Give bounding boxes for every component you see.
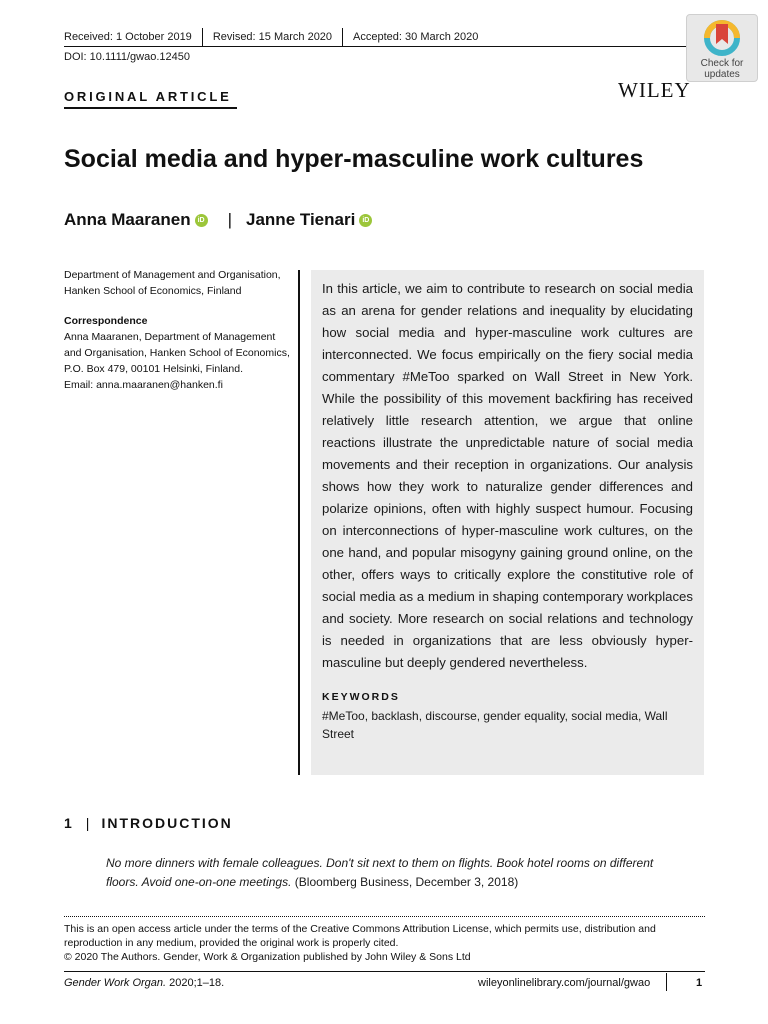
affiliation: Department of Management and Organisation, Hanken School of Economics, Finland	[64, 269, 281, 297]
author-separator: |	[227, 210, 233, 229]
page-number: 1	[696, 977, 703, 989]
section-number: 1	[64, 815, 74, 831]
license-text: This is an open access article under the terms of the Creative Commons Attribution License, which permits use, distribution and reproduction in any medium, provided the original work is properly cited.	[64, 923, 656, 949]
revised-date: Revised: 15 March 2020	[212, 31, 333, 43]
license-notice	[64, 922, 705, 964]
received-date: Received: 1 October 2019	[64, 31, 192, 43]
correspondence-address: Anna Maaranen, Department of Management and Organisation, Hanken School of Economics, P.O. Box 479, 00101 Helsinki, Finland.	[64, 331, 290, 375]
accepted-date: Accepted: 30 March 2020	[353, 31, 479, 43]
check-label-1: Check for	[700, 58, 744, 69]
orcid-icon[interactable]: iD	[359, 214, 372, 227]
check-label-2: updates	[704, 69, 740, 80]
correspondence-email[interactable]: Email: anna.maaranen@hanken.fi	[64, 379, 223, 391]
journal-name: Gender Work Organ.	[64, 977, 167, 989]
check-for-updates-badge[interactable]	[686, 14, 758, 82]
correspondence-heading: Correspondence	[64, 315, 148, 327]
keywords-heading: KEYWORDS	[322, 691, 400, 703]
epigraph-source: (Bloomberg Business, December 3, 2018)	[294, 875, 519, 889]
author-name[interactable]: Janne Tienari	[246, 210, 356, 229]
affiliation-block	[64, 267, 290, 393]
article-title: Social media and hyper-masculine work cultures	[64, 145, 644, 173]
crossmark-icon	[702, 18, 742, 58]
doi: DOI: 10.1111/gwao.12450	[64, 51, 190, 63]
journal-citation	[64, 977, 224, 989]
footer-divider	[666, 973, 667, 991]
article-type-underline	[64, 107, 237, 109]
citation-info: 2020;1–18.	[169, 977, 225, 989]
author-name[interactable]: Anna Maaranen	[64, 210, 191, 229]
epigraph	[106, 854, 666, 892]
abstract-text: In this article, we aim to contribute to research on social media as an arena for gender relations and inequality by elucidating how social media and hyper-masculine work cultures are interconnected. We focus empirically on the fiery social media commentary #MeToo sparked on Wall Street in New York. While the possibility of this movement backfiring has received relatively little research attention, we argue that online reactions illustrate the unpredictable nature of social media movements and their reception in organizations. Our analysis shows how they work to naturalize gender differences and polarize opinions, often with highly suspect humour. Focusing on interconnections of hyper-masculine work cultures, on the one hand, and popular misogyny gaining ground online, on the other, offers ways to critically explore the constitutive role of social media as a medium in shaping contemporary workplaces and society. More research on social relations and technology is needed in organizations that are less obviously hyper-masculine but deeply gendered nevertheless.	[322, 281, 693, 670]
epigraph-text: No more dinners with female colleagues. Don't sit next to them on flights. Book hotel rooms on different floors. Avoid one-on-one meetings.	[106, 856, 654, 889]
publisher-logo: WILEY	[618, 78, 691, 102]
author-list	[64, 210, 372, 230]
footer-rule	[64, 971, 705, 972]
column-divider	[298, 270, 300, 775]
article-type: ORIGINAL ARTICLE	[64, 89, 232, 104]
keywords-list: #MeToo, backlash, discourse, gender equality, social media, Wall Street	[322, 709, 668, 741]
article-history	[64, 28, 488, 46]
copyright-text: © 2020 The Authors. Gender, Work & Organization published by John Wiley & Sons Ltd	[64, 951, 471, 963]
section-heading	[64, 815, 233, 831]
abstract-box	[311, 270, 704, 775]
journal-url[interactable]: wileyonlinelibrary.com/journal/gwao	[478, 977, 651, 989]
section-title: INTRODUCTION	[101, 815, 233, 831]
license-divider	[64, 916, 705, 917]
orcid-icon[interactable]: iD	[195, 214, 208, 227]
section-separator: |	[85, 815, 90, 831]
header-rule	[64, 46, 705, 47]
